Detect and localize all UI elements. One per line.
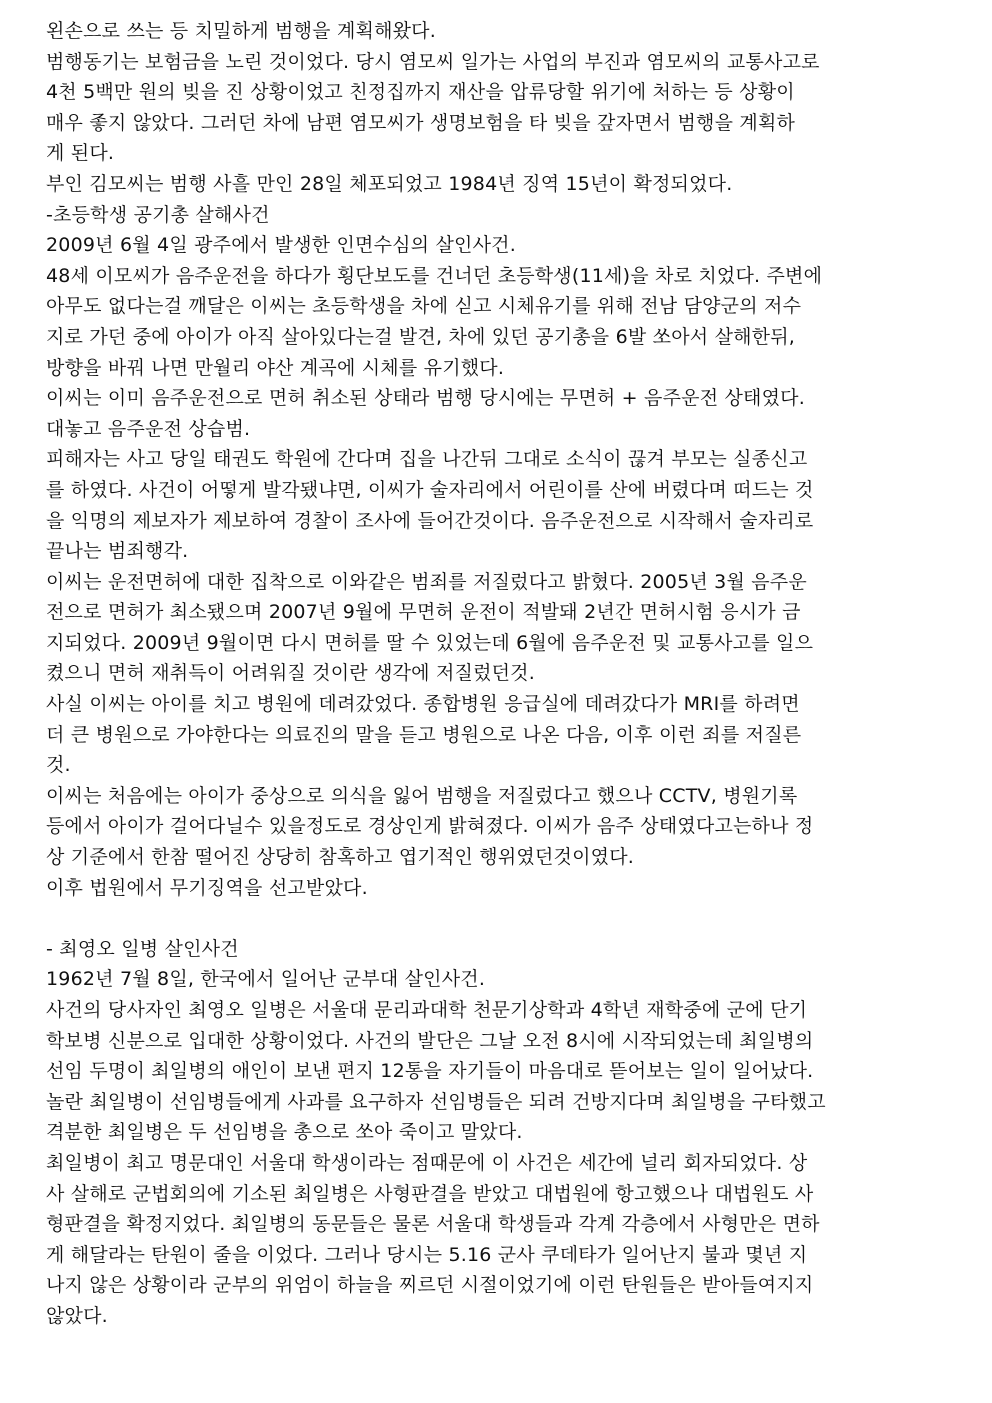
- text-line: 게 된다.: [46, 142, 115, 165]
- section-heading: - 최영오 일병 살인사건: [46, 937, 239, 960]
- text-line: 를 하였다. 사건이 어떻게 발각됐냐면, 이씨가 술자리에서 어린이를 산에 버렸다며 떠드는 것: [46, 478, 814, 501]
- text-line: 끝나는 범죄행각.: [46, 540, 189, 563]
- document-body: [46, 16, 946, 1332]
- text-line: 사 살해로 군법회의에 기소된 최일병은 사형판결을 받았고 대법원에 항고했으나 대법원도 사: [46, 1182, 814, 1205]
- text-line: 피해자는 사고 당일 태권도 학원에 간다며 집을 나간뒤 그대로 소식이 끊겨 부모는 실종신고: [46, 448, 808, 471]
- text-line: 것.: [46, 754, 71, 777]
- text-line: 켰으니 면허 재취득이 어려워질 것이란 생각에 저질렀던것.: [46, 662, 535, 685]
- text-line: 4천 5백만 원의 빚을 진 상황이었고 친정집까지 재산을 압류당할 위기에 처하는 등 상황이: [46, 81, 795, 104]
- text-line: 이후 법원에서 무기징역을 선고받았다.: [46, 876, 368, 899]
- text-line: 사실 이씨는 아이를 치고 병원에 데려갔었다. 종합병원 응급실에 데려갔다가 MRI를 하려면: [46, 693, 800, 716]
- text-line: 방향을 바꿔 나면 만월리 야산 계곡에 시체를 유기했다.: [46, 356, 505, 379]
- text-line: 전으로 면허가 최소됐으며 2007년 9월에 무면허 운전이 적발돼 2년간 면허시험 응시가 금: [46, 601, 801, 624]
- text-line: 을 익명의 제보자가 제보하여 경찰이 조사에 들어간것이다. 음주운전으로 시작해서 술자리로: [46, 509, 814, 532]
- text-line: 않았다.: [46, 1304, 108, 1327]
- text-line: 48세 이모씨가 음주운전을 하다가 횡단보도를 건너던 초등학생(11세)을 차로 치었다. 주변에: [46, 264, 823, 287]
- text-line: 선임 두명이 최일병의 애인이 보낸 편지 12통을 자기들이 마음대로 뜯어보는 일이 일어났다.: [46, 1060, 814, 1083]
- text-line: 지로 가던 중에 아이가 아직 살아있다는걸 발견, 차에 있던 공기총을 6발 쏘아서 살해한뒤,: [46, 325, 796, 348]
- text-line: 형판결을 확정지었다. 최일병의 동문들은 물론 서울대 학생들과 각계 각층에서 사형만은 면하: [46, 1213, 820, 1236]
- text-line: 아무도 없다는걸 깨달은 이씨는 초등학생을 차에 싣고 시체유기를 위해 전남 담양군의 저수: [46, 295, 802, 318]
- text-line: 학보병 신분으로 입대한 상황이었다. 사건의 발단은 그날 오전 8시에 시작되었는데 최일병의: [46, 1029, 814, 1052]
- text-line: 1962년 7월 8일, 한국에서 일어난 군부대 살인사건.: [46, 968, 486, 991]
- text-line: 등에서 아이가 걸어다닐수 있을정도로 경상인게 밝혀졌다. 이씨가 음주 상태였다고는하나 정: [46, 815, 814, 838]
- text-line: 이씨는 처음에는 아이가 중상으로 의식을 잃어 범행을 저질렀다고 했으나 CCTV, 병원기록: [46, 784, 798, 807]
- text-line: 부인 김모씨는 범행 사흘 만인 28일 체포되었고 1984년 징역 15년이 확정되었다.: [46, 172, 733, 195]
- text-line: 지되었다. 2009년 9월이면 다시 면허를 딸 수 있었는데 6월에 음주운전 및 교통사고를 일으: [46, 631, 814, 654]
- text-line: 범행동기는 보험금을 노린 것이었다. 당시 염모씨 일가는 사업의 부진과 염모씨의 교통사고로: [46, 50, 820, 73]
- text-line: 나지 않은 상황이라 군부의 위엄이 하늘을 찌르던 시절이었기에 이런 탄원들은 받아들여지지: [46, 1274, 814, 1297]
- section-heading: -초등학생 공기총 살해사건: [46, 203, 270, 226]
- text-line: 게 해달라는 탄원이 줄을 이었다. 그러나 당시는 5.16 군사 쿠데타가 일어난지 불과 몇년 지: [46, 1243, 808, 1266]
- text-line: 이씨는 운전면허에 대한 집착으로 이와같은 범죄를 저질렀다고 밝혔다. 2005년 3월 음주운: [46, 570, 807, 593]
- text-line: 2009년 6월 4일 광주에서 발생한 인면수심의 살인사건.: [46, 234, 516, 257]
- text-line: 최일병이 최고 명문대인 서울대 학생이라는 점때문에 이 사건은 세간에 널리 회자되었다. 상: [46, 1151, 808, 1174]
- text-line: 놀란 최일병이 선임병들에게 사과를 요구하자 선임병들은 되려 건방지다며 최일병을 구타했고: [46, 1090, 826, 1113]
- text-line: 매우 좋지 않았다. 그러던 차에 남편 염모씨가 생명보험을 타 빚을 갚자면서 범행을 계획하: [46, 111, 796, 134]
- text-line: 더 큰 병원으로 가야한다는 의료진의 말을 듣고 병원으로 나온 다음, 이후 이런 죄를 저질른: [46, 723, 802, 746]
- text-line: 이씨는 이미 음주운전으로 면허 취소된 상태라 범행 당시에는 무면허 + 음주운전 상태였다.: [46, 387, 805, 410]
- text-line: 상 기준에서 한참 떨어진 상당히 참혹하고 엽기적인 행위였던것이였다.: [46, 846, 634, 869]
- blank-line: [46, 903, 946, 934]
- text-line: 격분한 최일병은 두 선임병을 총으로 쏘아 죽이고 말았다.: [46, 1121, 523, 1144]
- text-line: 대놓고 음주운전 상습범.: [46, 417, 251, 440]
- text-line: 왼손으로 쓰는 등 치밀하게 범행을 계획해왔다.: [46, 20, 436, 42]
- text-line: 사건의 당사자인 최영오 일병은 서울대 문리과대학 천문기상학과 4학년 재학중에 군에 단기: [46, 999, 808, 1021]
